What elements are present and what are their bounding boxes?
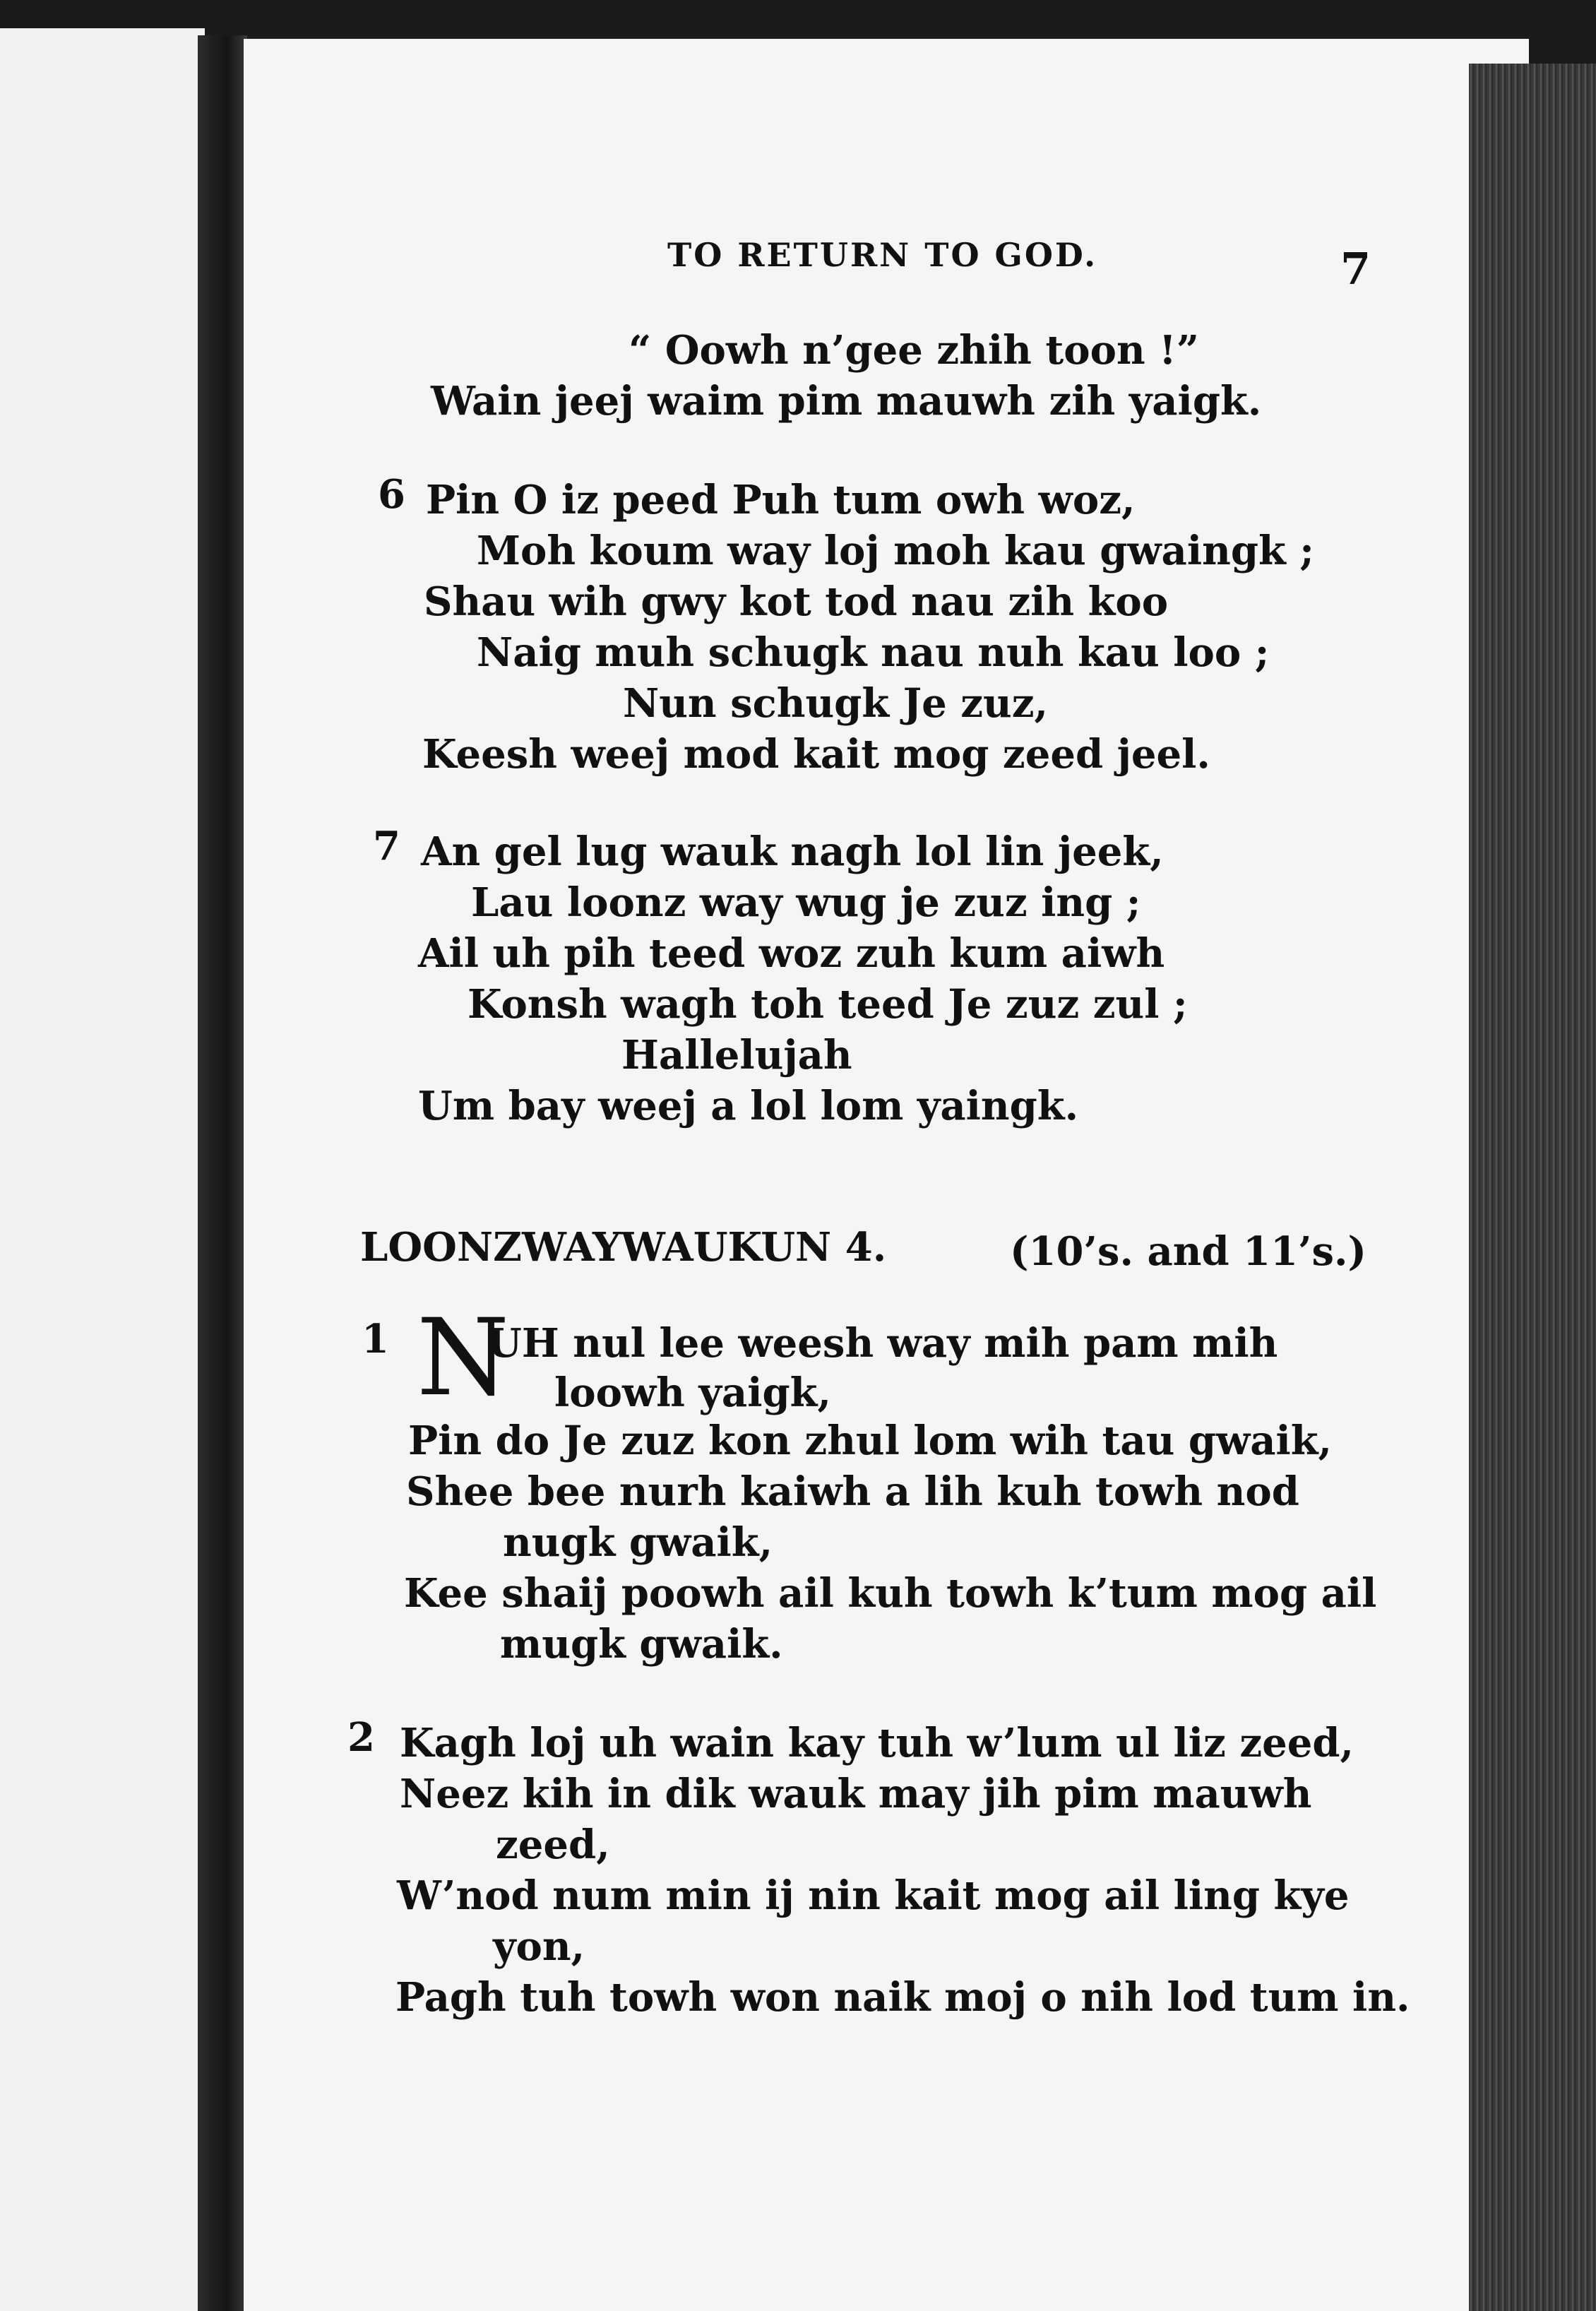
verse-line: W’nod num min ij nin kait mog ail ling kye (397, 1872, 1350, 1919)
verse-line: Hallelujah (621, 1032, 852, 1079)
verse-line: Pagh tuh towh won naik moj o nih lod tum in. (395, 1974, 1410, 2021)
verse-line: Wain jeej waim pim mauwh zih yaigk. (431, 378, 1262, 424)
verse-line: Naig muh schugk nau nuh kau loo ; (477, 629, 1270, 676)
book-gutter (198, 35, 247, 2311)
running-title: TO RETURN TO GOD. (667, 236, 1098, 274)
verse-line: Um bay weej a lol lom yaingk. (418, 1083, 1079, 1129)
page-number: 7 (1340, 243, 1371, 295)
verse-line: Pin do Je zuz kon zhul lom wih tau gwaik, (408, 1418, 1333, 1464)
drop-capital: N (417, 1297, 510, 1420)
hymn-title: LOONZWAYWAUKUN 4. (360, 1224, 887, 1271)
verse-line: Keesh weej mod kait mog zeed jeel. (422, 731, 1210, 778)
page-stack-edge (1469, 64, 1596, 2311)
verse-line: UH nul lee weesh way mih pam mih (487, 1320, 1278, 1367)
verse-line: Shee bee nurh kaiwh a lih kuh towh nod (406, 1468, 1299, 1515)
verse-line: zeed, (496, 1822, 610, 1868)
verse-line: Moh koum way loj moh kau gwaingk ; (477, 528, 1314, 574)
verse-line: Lau loonz way wug je zuz ing ; (471, 879, 1141, 926)
hymn-meter: (10’s. and 11’s.) (1010, 1228, 1367, 1275)
verse-line: loowh yaigk, (554, 1370, 831, 1416)
verse-line: “ Oowh n’gee zhih toon !” (629, 327, 1199, 374)
verse-line: Ail uh pih teed woz zuh kum aiwh (418, 930, 1165, 977)
verse-line: Pin O iz peed Puh tum owh woz, (426, 477, 1136, 523)
facing-page-edge (0, 28, 205, 2311)
stanza-number: 6 (378, 471, 405, 518)
verse-line: An gel lug wauk nagh lol lin jeek, (421, 828, 1164, 875)
verse-line: nugk gwaik, (503, 1519, 773, 1566)
stanza-number: 2 (347, 1714, 375, 1761)
verse-line: Shau wih gwy kot tod nau zih koo (424, 578, 1169, 625)
verse-line: mugk gwaik. (500, 1621, 783, 1668)
verse-line: Neez kih in dik wauk may jih pim mauwh (400, 1771, 1312, 1817)
verse-line: Kagh loj uh wain kay tuh w’lum ul liz zeed, (400, 1720, 1354, 1766)
verse-line: Konsh wagh toh teed Je zuz zul ; (468, 981, 1188, 1028)
stanza-number: 1 (362, 1316, 389, 1362)
verse-line: Kee shaij poowh ail kuh towh k’tum mog ail (404, 1570, 1377, 1617)
stanza-number: 7 (373, 823, 400, 869)
verse-line: yon, (493, 1923, 585, 1970)
verse-line: Nun schugk Je zuz, (623, 680, 1049, 727)
